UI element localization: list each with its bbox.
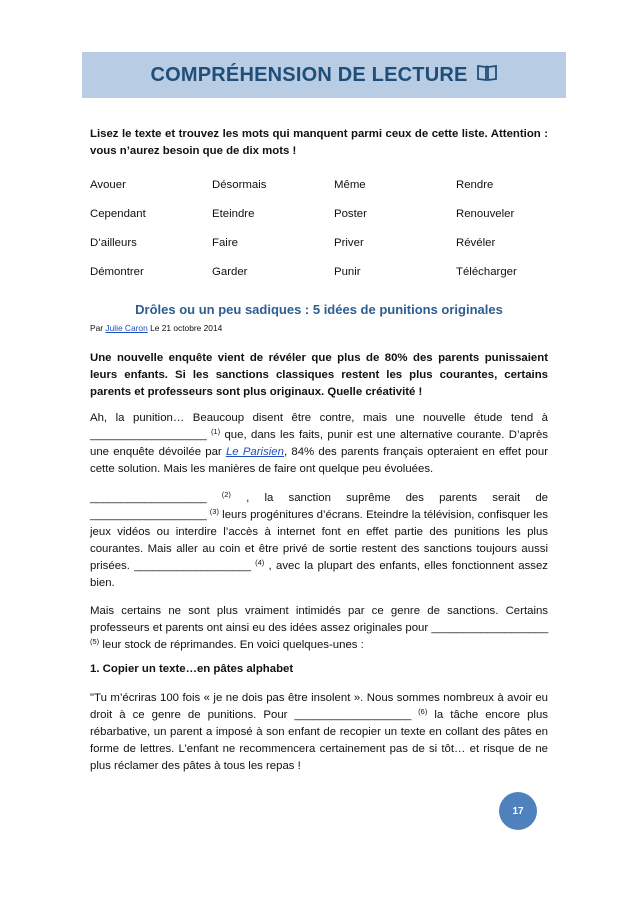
blank-5: ___________________ [431, 622, 548, 634]
blank-number-3: (3) [209, 507, 219, 516]
word-item: Priver [334, 236, 364, 249]
word-item: Garder [212, 265, 248, 278]
blank-number-1: (1) [210, 427, 221, 436]
word-item: Poster [334, 207, 367, 220]
text: , la sanction suprême des parents serait de [230, 492, 548, 504]
text: , avec la plupart des enfants, elles fonctionnent assez bien. [90, 560, 548, 589]
word-item: Avouer [90, 178, 126, 191]
paragraph-1 [90, 410, 548, 478]
text: Mais certains ne sont plus vraiment intimidés par ce genre de sanctions. Certains professeurs et parents ont ainsi eu des idées assez originales pour [90, 605, 548, 634]
word-item: Même [334, 178, 366, 191]
blank-number-5: (5) [90, 637, 100, 646]
byline-prefix: Par [90, 323, 104, 333]
open-book-icon [476, 64, 498, 87]
word-item: Faire [212, 236, 238, 249]
page-title: COMPRÉHENSION DE LECTURE [150, 63, 468, 86]
text: leurs progénitures d’écrans. Eteindre la télévision, confisquer les jeux vidéos ou interdire l’accès à internet font en effet partie des punitions les plus courantes. Mais aller au coin et être privé de sortie restent des sanctions toujours aussi prisées. [90, 509, 548, 572]
section-heading-1: 1. Copier un texte…en pâtes alphabet [90, 663, 294, 675]
word-list [90, 170, 548, 286]
blank-6: ___________________ [294, 709, 412, 721]
text: que, dans les faits, punir est une alternative courante. D’après une enquête dévoilée par [90, 429, 548, 458]
word-row [90, 228, 548, 257]
text: Ah, la punition… Beaucoup disent être contre, mais une nouvelle étude tend à [90, 412, 548, 424]
word-item: Punir [334, 265, 361, 278]
source-link[interactable]: Le Parisien [225, 446, 284, 458]
word-item: Télécharger [456, 265, 517, 278]
blank-number-4: (4) [255, 558, 265, 567]
article-date: Le 21 octobre 2014 [150, 323, 223, 333]
word-item: Désormais [212, 178, 267, 191]
lead-paragraph: Une nouvelle enquête vient de révéler que plus de 80% des parents punissaient leurs enfants. Si les sanctions classiques restent les plus courantes, certains parents et professeurs sont plus originaux. Quelle créativité ! [90, 352, 548, 398]
text: leur stock de réprimandes. En voici quelques-unes : [99, 639, 364, 651]
blank-number-6: (6) [418, 707, 428, 716]
paragraph-3 [90, 603, 548, 654]
word-row [90, 170, 548, 199]
blank-number-2: (2) [221, 490, 231, 499]
blank-2: ___________________ [90, 492, 207, 504]
word-item: Rendre [456, 178, 494, 191]
blank-4: ___________________ [134, 560, 251, 572]
blank-3: ___________________ [90, 509, 207, 521]
author-link[interactable]: Julie Caron [105, 323, 148, 333]
article-title: Drôles ou un peu sadiques : 5 idées de punitions originales [135, 302, 503, 317]
word-item: Révéler [456, 236, 496, 249]
word-item: Cependant [90, 207, 146, 220]
blank-1: ___________________ [90, 429, 207, 441]
word-item: D’ailleurs [90, 236, 137, 249]
text: "Tu m’écriras 100 fois « je ne dois pas être insolent ». Nous sommes nombreux à avoir eu droit à ce genre de punitions. Pour [90, 692, 548, 721]
word-item: Renouveler [456, 207, 515, 220]
text: , 84% des parents français opteraient en effet pour cette solution. Mais les manières de faire ont quelque peu évoluées. [90, 446, 548, 475]
word-item: Démontrer [90, 265, 144, 278]
page-number-badge: 17 [499, 792, 537, 830]
byline [90, 323, 222, 333]
word-row [90, 257, 548, 286]
paragraph-2 [90, 490, 548, 592]
word-item: Eteindre [212, 207, 255, 220]
word-row [90, 199, 548, 228]
title-banner [82, 52, 566, 98]
instructions: Lisez le texte et trouvez les mots qui manquent parmi ceux de cette liste. Attention : vous n’aurez besoin que de dix mots ! [90, 128, 548, 157]
text: la tâche encore plus rébarbative, un parent a imposé à son enfant de recopier un texte en collant des pâtes en forme de lettres. L’enfant ne recommencera certainement pas de si tôt… et risque de ne plus réclamer des pâtes à tous les repas ! [90, 709, 548, 772]
paragraph-4 [90, 690, 548, 775]
